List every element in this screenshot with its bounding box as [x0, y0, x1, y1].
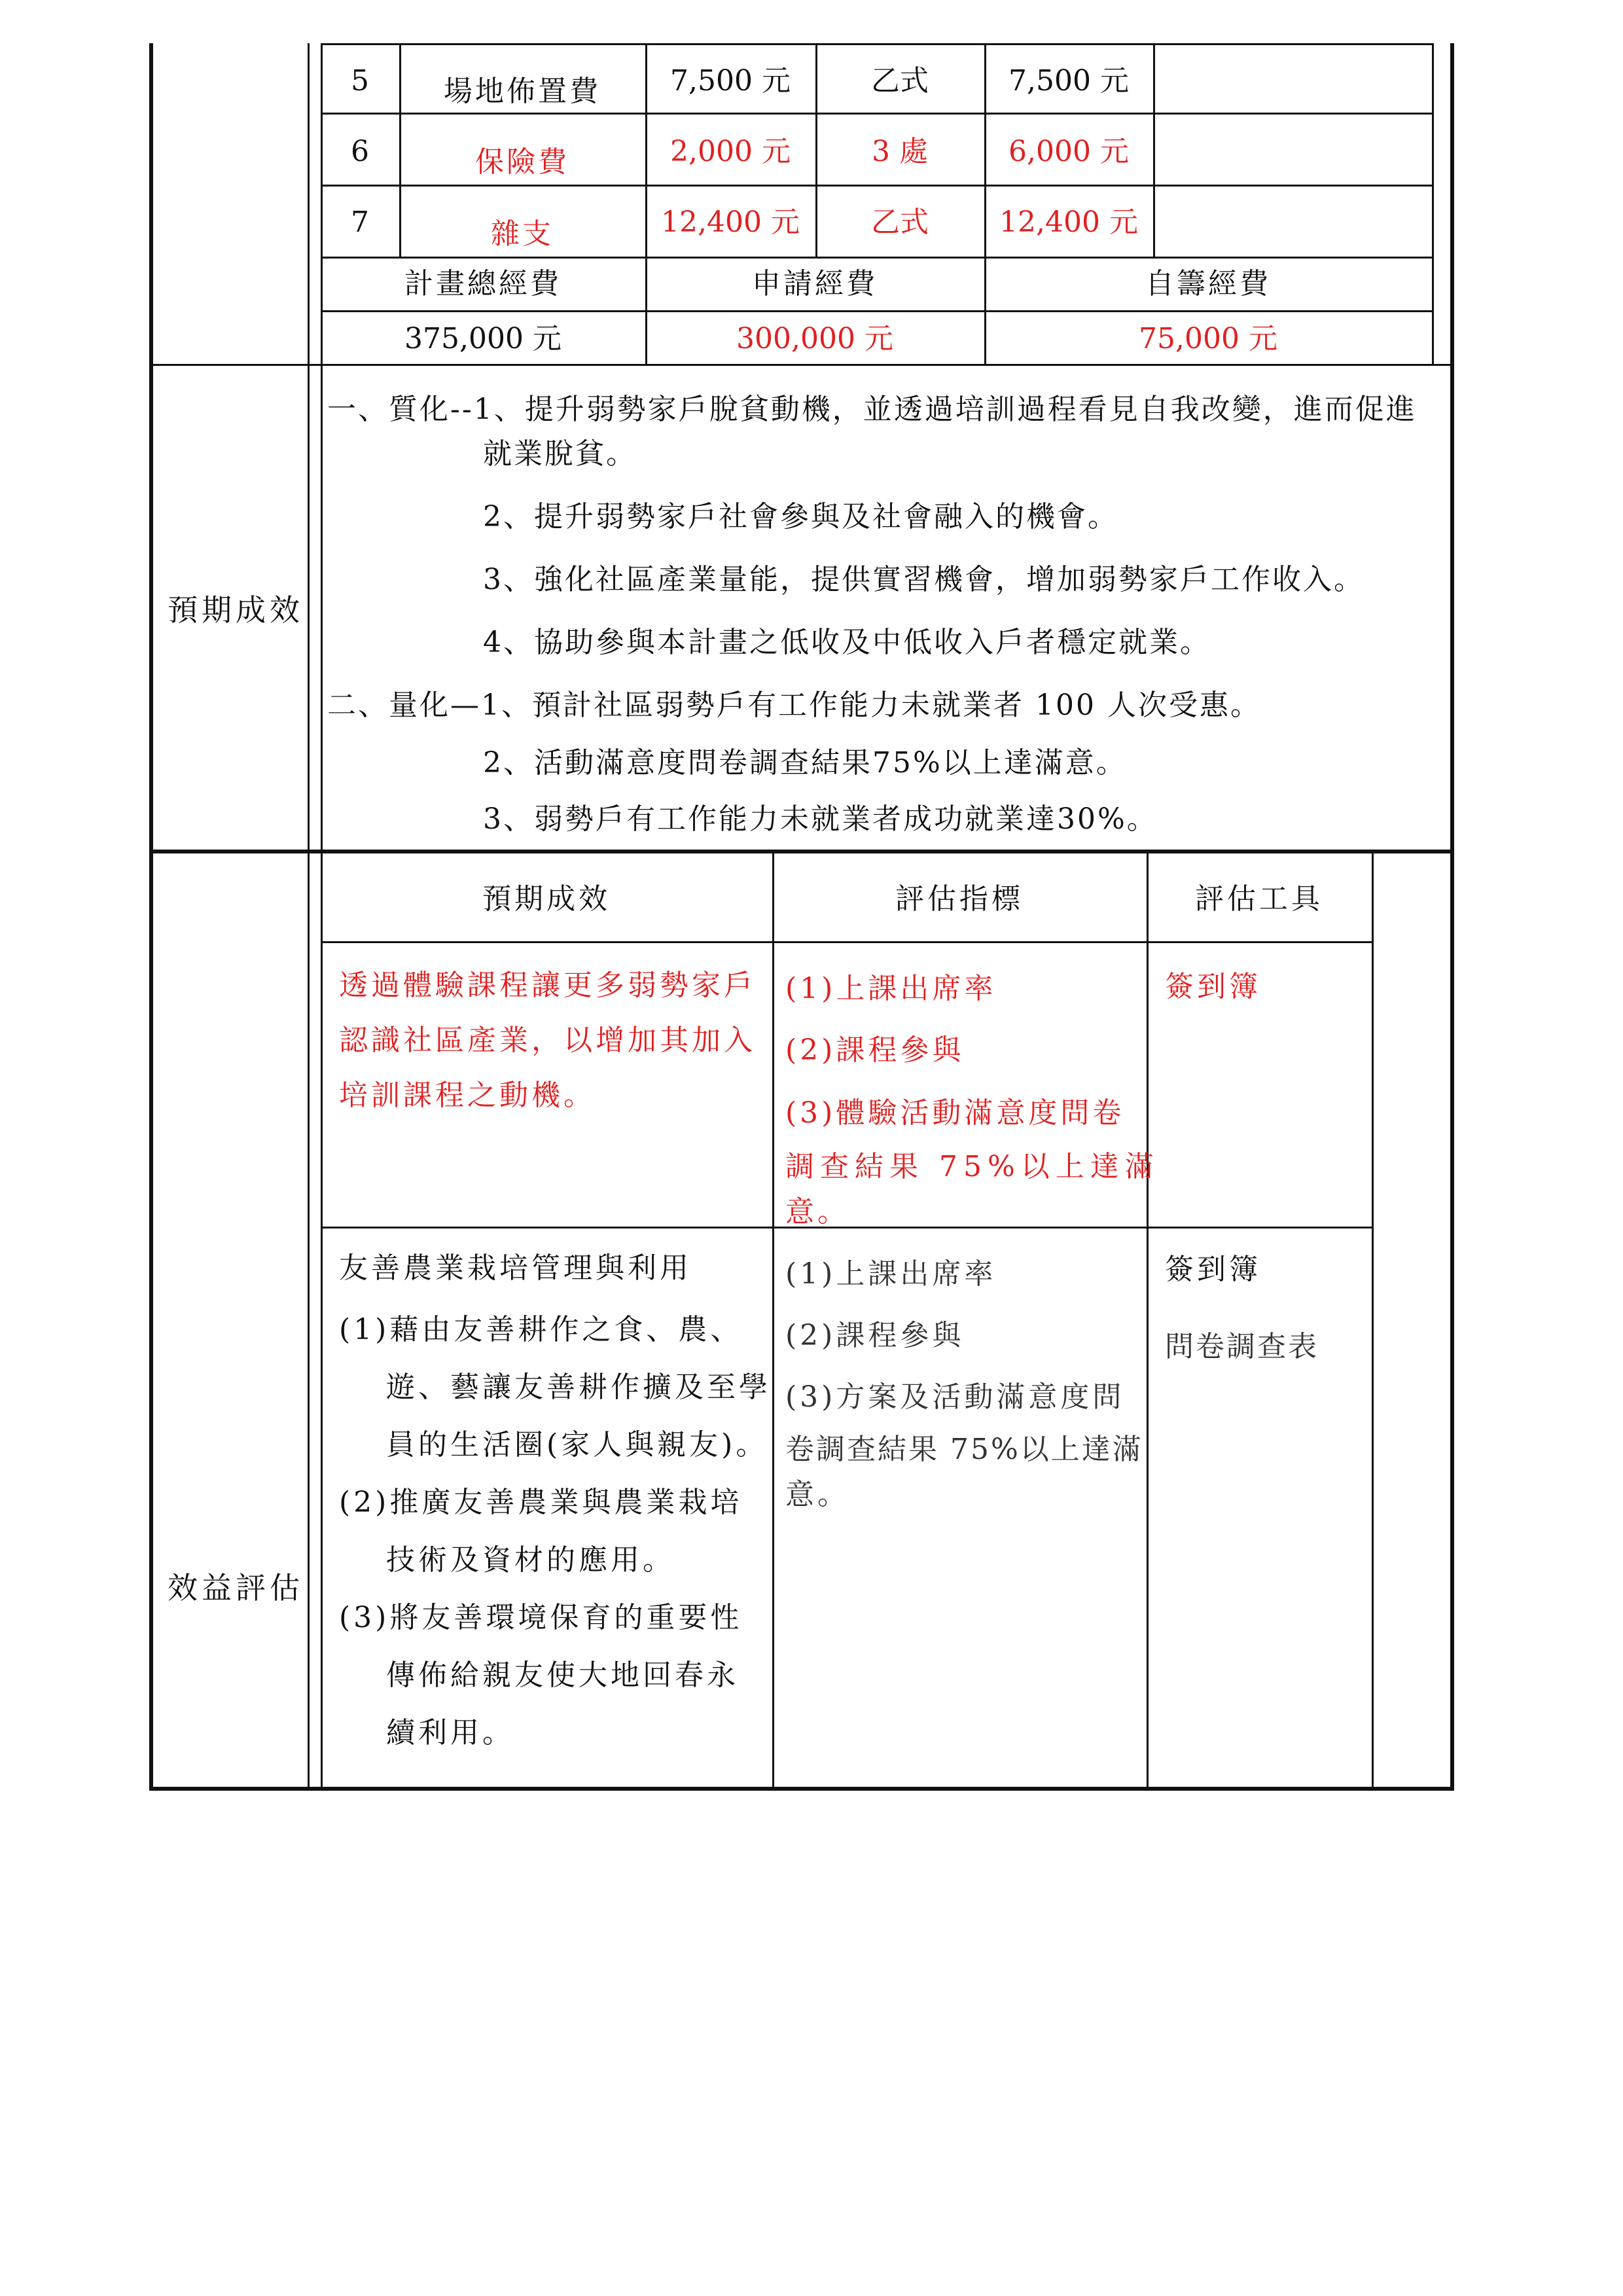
quantitative-item-3: 3、弱勢戶有工作能力未就業者成功就業達30%。: [483, 802, 1158, 836]
row2-item-line: (2)推廣友善農業與農業栽培: [339, 1486, 743, 1519]
qualitative-intro-cont: 就業脫貧。: [483, 437, 637, 471]
row2-item-line: 員的生活圈(家人與親友)。: [386, 1428, 768, 1462]
row1-outcome: [339, 958, 756, 1123]
row-qty: 3 處: [872, 135, 928, 168]
row1-outcome-line: 培訓課程之動機。: [339, 1079, 596, 1112]
row2-items: [339, 1301, 771, 1762]
row-total: 7,500 元: [1008, 64, 1129, 98]
row-total: 6,000 元: [1008, 135, 1129, 168]
header-indicator: 評估指標: [895, 882, 1024, 916]
row2-item-line: 傳佈給親友使大地回春永: [386, 1659, 739, 1692]
row1-outcome-line: 認識社區產業，以增加其加入: [339, 1024, 756, 1057]
row-price: 2,000 元: [670, 135, 791, 168]
row2-item-line: 遊、藝讓友善耕作擴及至學: [386, 1371, 771, 1404]
qualitative-item-3: 3、強化社區產業量能，提供實習機會，增加弱勢家戶工作收入。: [483, 563, 1364, 596]
row-qty: 乙式: [871, 64, 929, 98]
expected-outcomes-label: 預期成效: [168, 592, 304, 628]
row1-indicator-line: (3)體驗活動滿意度問卷: [785, 1096, 1125, 1130]
header-outcome: 預期成效: [482, 882, 611, 916]
quantitative-intro: 二、量化—1、預計社區弱勢戶有工作能力未就業者 100 人次受惠。: [327, 689, 1261, 722]
row2-indicator-line: (3)方案及活動滿意度問: [785, 1380, 1125, 1414]
row1-indicators: [785, 958, 1160, 1236]
row2-item-line: (1)藉由友善耕作之食、農、: [339, 1313, 743, 1346]
row1-indicator-line: 調查結果 75%以上達滿: [785, 1150, 1160, 1183]
row2-item-line: (3)將友善環境保育的重要性: [339, 1601, 743, 1634]
row1-tool: 簽到簿: [1165, 970, 1261, 1003]
row-number: 6: [351, 135, 369, 168]
row-total: 12,400 元: [999, 206, 1138, 239]
section-divider: [149, 850, 1454, 853]
row1-outcome-line: 透過體驗課程讓更多弱勢家戶: [339, 969, 756, 1002]
row-price: 7,500 元: [670, 64, 791, 98]
bottom-border: [149, 1787, 1454, 1791]
label-col-divider: [308, 43, 310, 1791]
outer-left-border: [149, 43, 153, 1791]
qualitative-item-2: 2、提升弱勢家戶社會參與及社會融入的機會。: [483, 500, 1118, 533]
outer-right-border: [1450, 43, 1454, 1791]
row2-indicator-line: (2)課程參與: [785, 1319, 965, 1352]
row1-indicator-line: (2)課程參與: [785, 1033, 965, 1067]
summary-header-self: 自籌經費: [1145, 267, 1271, 300]
row1-indicator-line: (1)上課出席率: [785, 972, 997, 1005]
row2-item-line: 續利用。: [386, 1716, 514, 1749]
quantitative-item-2: 2、活動滿意度問卷調查結果75%以上達滿意。: [483, 746, 1127, 780]
row2-title: 友善農業栽培管理與利用: [339, 1251, 692, 1285]
row2-indicators: [785, 1244, 1143, 1518]
qualitative-item-4: 4、協助參與本計畫之低收及中低收入戶者穩定就業。: [483, 626, 1211, 659]
row2-tool-1: 簽到簿: [1165, 1253, 1261, 1286]
benefit-evaluation-label: 效益評估: [168, 1570, 304, 1605]
summary-header-total: 計畫總經費: [404, 267, 562, 300]
row2-item-line: 技術及資材的應用。: [386, 1543, 675, 1577]
row-price: 12,400 元: [661, 206, 800, 239]
row-item: 雜支: [491, 217, 554, 251]
row2-indicator-line: (1)上課出席率: [785, 1257, 997, 1291]
summary-value-total: 375,000 元: [404, 322, 562, 355]
row2-tool-2: 問卷調查表: [1165, 1330, 1319, 1363]
summary-value-self: 75,000 元: [1139, 322, 1277, 355]
row-number: 5: [351, 64, 369, 98]
row1-indicator-line: 意。: [785, 1195, 849, 1229]
row2-indicator-line: 意。: [785, 1478, 849, 1511]
row-number: 7: [351, 206, 369, 239]
qualitative-intro: 一、質化--1、提升弱勢家戶脫貧動機，並透過培訓過程看見自我改變，進而促進: [327, 393, 1417, 426]
summary-header-applied: 申請經費: [752, 267, 878, 300]
row-qty: 乙式: [871, 206, 929, 239]
header-tool: 評估工具: [1195, 882, 1323, 916]
summary-value-applied: 300,000 元: [736, 322, 893, 355]
row-item: 場地佈置費: [444, 75, 601, 108]
row2-indicator-line: 卷調查結果 75%以上達滿: [785, 1433, 1143, 1466]
row-item: 保險費: [475, 145, 569, 179]
